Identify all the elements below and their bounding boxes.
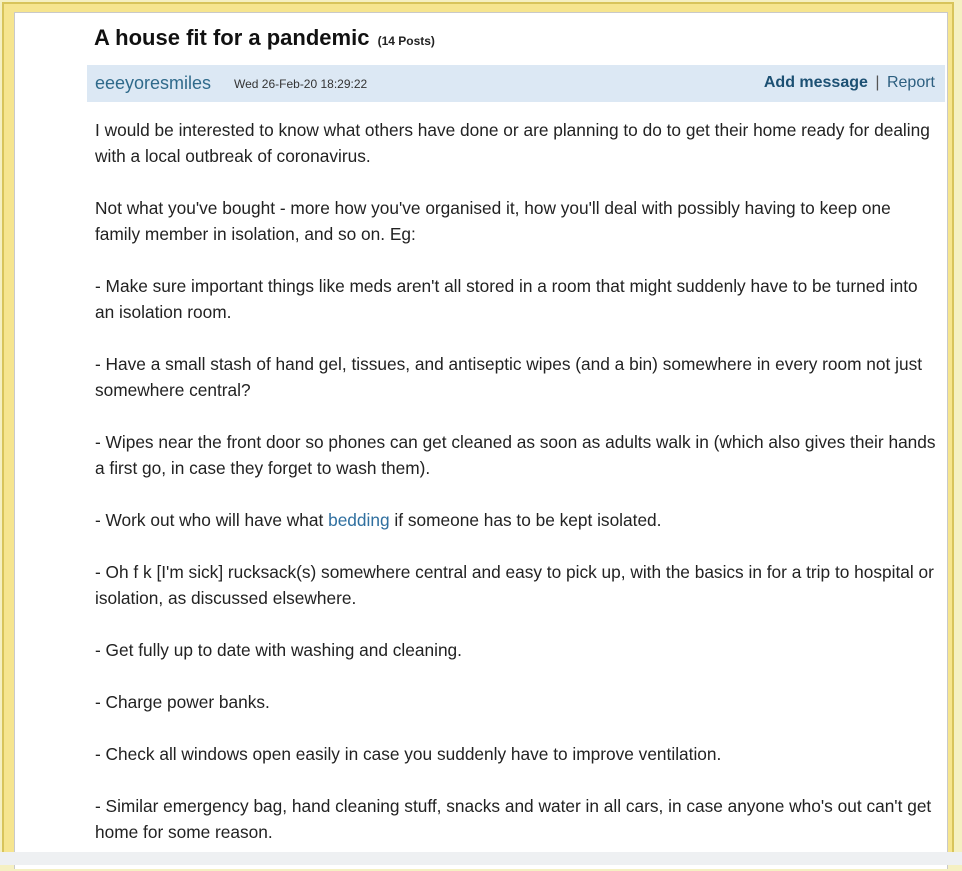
message-paragraph: - Wipes near the front door so phones can get cleaned as soon as adults walk in (which also gives their hands a first go, in case they forget to wash them). [95,432,936,478]
thread-title-text: A house fit for a pandemic [94,25,370,50]
message-paragraph: - Check all windows open easily in case you suddenly have to improve ventilation. [95,744,722,764]
message-body [95,117,940,871]
message-paragraph: - Have a small stash of hand gel, tissues, and antiseptic wipes (and a bin) somewhere in every room not just somewhere central? [95,354,923,400]
message-paragraph-with-link [95,507,940,533]
message-panel [14,12,948,869]
report-link[interactable]: Report [886,74,935,91]
message-paragraph: - Get fully up to date with washing and cleaning. [95,640,462,660]
message-paragraph: - Oh f k [I'm sick] rucksack(s) somewhere central and easy to pick up, with the basics in for a trip to hospital or isolation, as discussed elsewhere. [95,562,934,608]
post-count: (14 Posts) [377,34,435,48]
paragraph-text: if someone has to be kept isolated. [389,510,662,530]
thread-title [94,25,435,51]
bedding-link[interactable]: bedding [328,510,390,530]
message-paragraph: I would be interested to know what others have done or are planning to do to get their home ready for dealing with a local outbreak of coronavirus. [95,120,930,166]
message-paragraph: - Similar emergency bag, hand cleaning stuff, snacks and water in all cars, in case anyone who's out can't get home for some reason. [95,796,932,842]
message-paragraph: Not what you've bought - more how you've organised it, how you'll deal with possibly having to keep one family member in isolation, and so on. Eg: [95,198,891,244]
message-paragraph: - Make sure important things like meds aren't all stored in a room that might suddenly have to be turned into an isolation room. [95,276,918,322]
message-timestamp: Wed 26-Feb-20 18:29:22 [234,77,368,91]
add-message-link[interactable]: Add message [763,74,868,91]
author-link[interactable]: eeeyoresmiles [95,73,212,93]
screenshot-frame [2,2,954,865]
message-actions [764,74,935,92]
paragraph-text: - Work out who will have what [95,510,329,530]
bottom-strip [0,852,962,865]
message-header [87,65,945,102]
action-separator: | [875,74,880,91]
message-paragraph: - Charge power banks. [95,692,270,712]
